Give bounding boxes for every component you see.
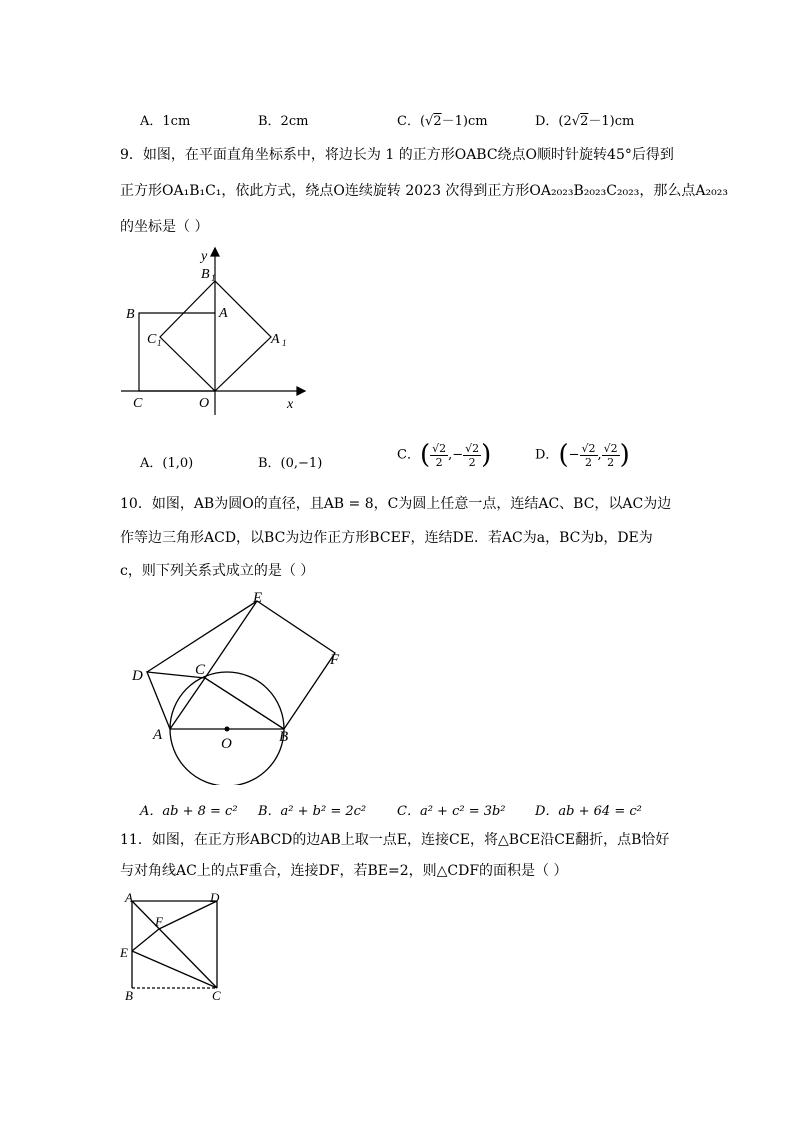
label-a1: A <box>271 332 280 347</box>
q11-stem-line1: 11．如图，在正方形ABCD的边AB上取一点E，连接CE，将△BCE沿CE翻折，点B恰好 <box>120 832 670 848</box>
label-a: A <box>219 306 228 321</box>
label-b1-sub: 1 <box>211 273 216 283</box>
q10-stem-line1: 10．如图，AB为圆O的直径，且AB = 8，C为圆上任意一点，连结AC、BC，以AC为边 <box>120 496 672 512</box>
label-y: y <box>201 249 208 264</box>
label-a: A <box>153 727 163 743</box>
segment-df <box>159 901 217 929</box>
label-c: C <box>212 988 221 1003</box>
q8-option-a: A．1cm <box>140 114 191 129</box>
q10-stem-line3: c，则下列关系式成立的是（ ） <box>120 563 315 579</box>
label-b: B <box>279 729 289 745</box>
q10-stem-line2: 作等边三角形ACD，以BC为边作正方形BCEF，连结DE．若AC为a，BC为b，DE为 <box>120 530 653 546</box>
label-b: B <box>126 307 135 322</box>
q10-option-d: D．ab + 64 = c² <box>535 804 642 819</box>
q9-option-d: D．(− $\frac{√2}{2}$ , $\frac{√2}{2}$ ) <box>535 440 630 470</box>
q9-option-b: B．(0,−1) <box>258 456 323 471</box>
q9-figure <box>115 240 315 420</box>
label-d: D <box>210 890 220 905</box>
label-b1: B <box>201 267 210 282</box>
label-f: F <box>330 652 340 668</box>
label-o: O <box>221 736 232 752</box>
q10-option-a: A．ab + 8 = c² <box>140 804 238 819</box>
label-f: F <box>155 914 163 929</box>
q11-stem-line2: 与对角线AC上的点F重合，连接DF，若BE=2，则△CDF的面积是（ ） <box>120 863 568 879</box>
label-a: A <box>125 890 133 905</box>
center-o-dot <box>225 727 230 732</box>
q9-option-c: C．( $\frac{√2}{2}$ ,− $\frac{√2}{2}$ ) <box>397 440 492 470</box>
square-bcef <box>205 601 335 729</box>
q10-option-c: C．a² + c² = 3b² <box>397 804 506 819</box>
label-e: E <box>253 590 263 606</box>
q8-option-c: C．(√2－1)cm <box>397 114 488 129</box>
label-c1-sub: 1 <box>157 338 162 348</box>
label-c1: C <box>147 332 157 347</box>
label-e: E <box>120 945 128 960</box>
label-c: C <box>133 396 143 411</box>
q8-option-b: B．2cm <box>258 114 309 129</box>
label-a1-sub: 1 <box>282 338 287 348</box>
q9-stem-line1: 9．如图，在平面直角坐标系中，将边长为 1 的正方形OABC绕点O顺时针旋转45°后得到 <box>120 147 674 163</box>
label-x: x <box>287 397 294 412</box>
q8-option-d: D．(2√2－1)cm <box>535 114 635 129</box>
q9-stem-line2: 正方形OA₁B₁C₁，依此方式，绕点O连续旋转 2023 次得到正方形OA₂₀₂₃B₂₀₂₃C₂₀₂₃，那么点A₂₀₂₃ <box>120 183 728 199</box>
q9-stem-line3: 的坐标是（ ） <box>120 219 209 235</box>
q10-option-b: B．a² + b² = 2c² <box>258 804 367 819</box>
segment-ac <box>170 678 205 729</box>
label-o: O <box>199 396 210 411</box>
label-d: D <box>132 668 143 684</box>
q10-figure <box>125 585 355 785</box>
diagonal-ac <box>132 901 217 988</box>
segment-ef <box>132 929 159 951</box>
label-c: C <box>195 662 206 678</box>
q9-option-a: A．(1,0) <box>140 456 194 471</box>
label-b: B <box>125 988 133 1003</box>
segment-ce <box>132 951 217 988</box>
q11-figure <box>115 888 235 1008</box>
